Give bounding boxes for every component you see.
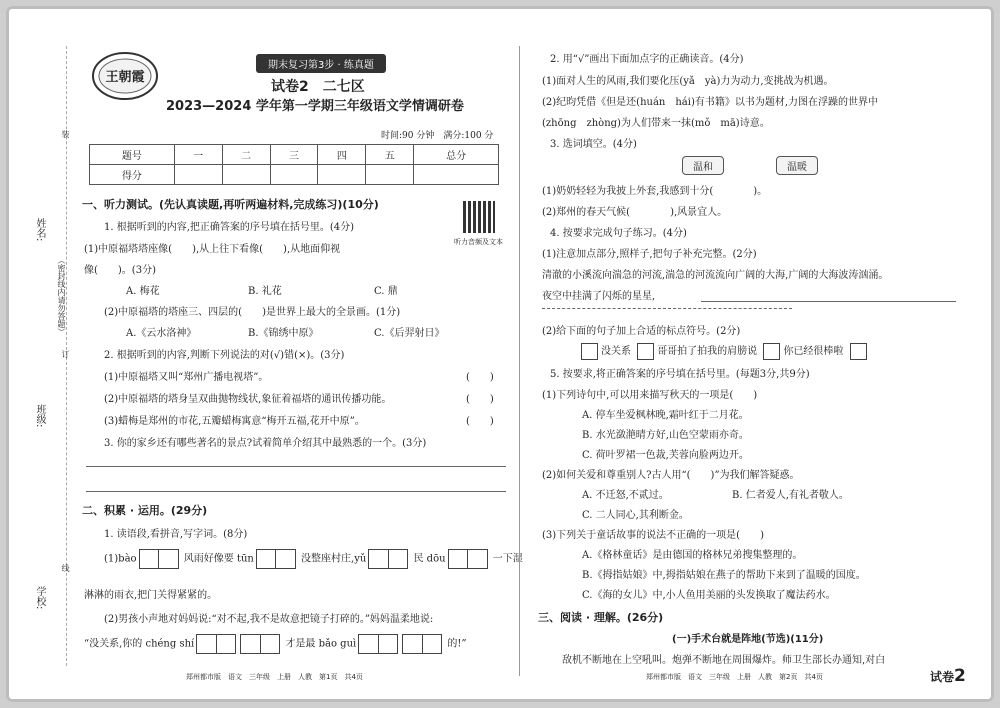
q4-text: 1. 读语段,看拼音,写字词。(8分): [104, 529, 248, 540]
name-label: 姓名:: [34, 218, 45, 242]
r-q5a-text: (1)下列诗句中,可以用来描写秋天的一项是( ): [542, 390, 758, 401]
r-q3a-text: (1)奶奶轻轻为我披上外套,我感到十分( )。: [542, 186, 768, 197]
punct-word-3: 你已经很棒啦: [783, 346, 844, 357]
option-c[interactable]: C.《海的女儿》中,小人鱼用美丽的头发换取了魔法药水。: [582, 590, 836, 601]
option-a[interactable]: A. 梅花: [126, 286, 160, 297]
char-grid[interactable]: [139, 549, 179, 569]
r-q5-text: 5. 按要求,将正确答案的序号填在括号里。(每题3分,共9分): [550, 369, 810, 380]
section-3-title: 三、阅读 · 理解。(26分): [538, 611, 664, 624]
option-b[interactable]: B.《锦绣中原》: [248, 328, 319, 339]
pinyin-row: [104, 549, 523, 569]
char-grid[interactable]: [240, 634, 280, 654]
option-b[interactable]: B. 水光潋滟晴方好,山色空蒙雨亦奇。: [582, 430, 749, 441]
cell-3: 三: [270, 145, 318, 165]
exam-title: 2023—2024 学年第一学期三年级语文学情调研卷: [166, 99, 464, 114]
cell-label: 题号: [90, 145, 175, 165]
char-grid[interactable]: [448, 549, 488, 569]
column-divider: [519, 46, 520, 676]
option-b[interactable]: B. 仁者爱人,有礼者敬人。: [732, 490, 849, 501]
score-cell[interactable]: [366, 165, 414, 185]
r-q5b-text: (2)如何关爱和尊重别人?古人用“( )”为我们解答疑惑。: [542, 470, 800, 481]
seal-char-1: 装: [61, 130, 70, 138]
r-q2a-text: (1)面对人生的风雨,我们要化压(yǎ yà)力为动力,变挑战为机遇。: [542, 76, 834, 87]
score-value-row: [90, 165, 499, 185]
score-cell[interactable]: [318, 165, 366, 185]
q2a-text: (1)中原福塔又叫“郑州广播电视塔”。: [104, 372, 269, 383]
p2-end: 的!”: [447, 638, 467, 650]
footer-right: 郑州都市版 语文 三年级 上册 人教 第2页 共4页: [646, 673, 823, 681]
char-grid[interactable]: [358, 634, 398, 654]
char-grid[interactable]: [256, 549, 296, 569]
reading-text: 敌机不断地在上空吼叫。炮弹不断地在周围爆炸。师卫生部长办通知,对白: [562, 655, 886, 666]
r-q4c-text: 夜空中挂满了闪烁的星星,: [542, 291, 656, 302]
option-b[interactable]: B. 礼花: [248, 286, 282, 297]
answer-line[interactable]: [701, 301, 956, 302]
char-grid[interactable]: [402, 634, 442, 654]
option-c[interactable]: C. 荷叶罗裙一色裁,芙蓉向脸两边开。: [582, 450, 749, 461]
pinyin-baogui: 才是最 bǎo guì: [285, 638, 357, 650]
r-q2b-text: (2)纪昀凭借《但是还(huán hái)有书籍》以书为题材,力图在浮躁的世界中: [542, 97, 879, 108]
score-cell[interactable]: [414, 165, 499, 185]
cell-total: 总分: [414, 145, 499, 165]
answer-paren[interactable]: ( ): [466, 416, 494, 427]
pinyin-1: (1)bào: [104, 553, 137, 565]
r-q3-text: 3. 选词填空。(4分): [550, 139, 637, 150]
seal-note: （密封线内请勿答题）: [57, 256, 66, 336]
seal-char-2: 订: [61, 350, 70, 358]
answer-paren[interactable]: ( ): [466, 372, 494, 383]
time-score: 时间:90 分钟 满分:100 分: [381, 131, 494, 141]
q2b-text: (2)中原福塔的塔身呈双曲抛物线状,象征着福塔的通讯传播功能。: [104, 394, 392, 405]
r-q4-text: 4. 按要求完成句子练习。(4分): [550, 228, 687, 239]
paper-number-value: 2: [954, 666, 966, 686]
word-choice-1: 温和: [682, 156, 724, 175]
option-c[interactable]: C. 鼎: [374, 286, 398, 297]
r-q5c-text: (3)下列关于童话故事的说法不正确的一项是( ): [542, 530, 764, 541]
option-a[interactable]: A. 停车坐爱枫林晚,霜叶红于二月花。: [582, 410, 749, 421]
q2-text: 2. 根据听到的内容,判断下列说法的对(√)错(×)。(3分): [104, 350, 345, 361]
cell-5: 五: [366, 145, 414, 165]
char-grid[interactable]: [196, 634, 236, 654]
q1a-text-2: 像( )。(3分): [84, 265, 156, 276]
r-q2c-text: (zhōng zhòng)为人们带来一抹(mǒ mā)诗意。: [542, 118, 770, 129]
score-table: [89, 144, 499, 185]
pinyin-3: 没整座村庄,yǔ: [301, 553, 367, 565]
p1-continued: 淋淋的雨衣,把门关得紧紧的。: [84, 590, 218, 601]
pinyin-chengshi: “没关系,你的 chéng shí: [84, 638, 195, 650]
q1-text: 1. 根据听到的内容,把正确答案的序号填在括号里。(4分): [104, 222, 355, 233]
cell-4: 四: [318, 145, 366, 165]
qr-code[interactable]: [463, 201, 495, 233]
score-cell[interactable]: [270, 165, 318, 185]
answer-paren[interactable]: ( ): [466, 394, 494, 405]
option-a[interactable]: A.《云水洛神》: [126, 328, 197, 339]
paper-number: [930, 666, 966, 686]
q1a-text: (1)中原福塔塔座像( ),从上往下看像( ),从地面仰视: [84, 244, 341, 255]
p2-row: [84, 634, 467, 654]
exam-sheet: [6, 6, 994, 702]
r-q4a-text: (1)注意加点部分,照样子,把句子补充完整。(2分): [542, 249, 757, 260]
pinyin-2: 风雨好像要 tūn: [183, 553, 254, 565]
cell-1: 一: [174, 145, 222, 165]
q2c-text: (3)蜡梅是郑州的市花,五瓣蜡梅寓意“梅开五福,花开中原”。: [104, 416, 365, 427]
r-q4b-text: 清澈的小溪流向湍急的河流,湍急的河流流向广阔的大海,广阔的大海波涛汹涌。: [542, 270, 889, 281]
pinyin-5: 一下湿: [492, 553, 523, 565]
paper-heading: 试卷2 二七区: [271, 79, 365, 95]
cell-2: 二: [222, 145, 270, 165]
section-1-title: 一、听力测试。(先认真读题,再听两遍材料,完成练习)(10分): [82, 198, 379, 211]
char-grid[interactable]: [368, 549, 408, 569]
option-c[interactable]: C.《后羿射日》: [374, 328, 445, 339]
pinyin-4: 民 dōu: [413, 553, 446, 565]
answer-line[interactable]: [86, 491, 506, 492]
punct-word-1: 没关系: [601, 346, 631, 357]
answer-line[interactable]: [86, 466, 506, 467]
reading-title: (一)手术台就是阵地(节选)(11分): [672, 634, 824, 645]
score-cell[interactable]: [174, 165, 222, 185]
logo: [90, 50, 160, 102]
punct-box[interactable]: [637, 343, 654, 360]
seal-char-3: 线: [61, 564, 70, 572]
punct-row: [578, 342, 870, 360]
punct-box[interactable]: [581, 343, 598, 360]
q3-text: 3. 你的家乡还有哪些著名的景点?试着简单介绍其中最熟悉的一个。(3分): [104, 438, 427, 449]
r-q3b-text: (2)郑州的春天气候( ),风景宜人。: [542, 207, 728, 218]
r-q4d-text: (2)给下面的句子加上合适的标点符号。(2分): [542, 326, 741, 337]
answer-line[interactable]: [542, 308, 792, 309]
review-tag: 期末复习第3步 · 练真题: [256, 54, 386, 73]
word-choice-2: 温暖: [776, 156, 818, 175]
punct-box[interactable]: [763, 343, 780, 360]
section-2-title: 二、积累 · 运用。(29分): [82, 504, 208, 517]
option-a[interactable]: A. 不迁怒,不贰过。: [582, 490, 669, 501]
punct-box[interactable]: [850, 343, 867, 360]
svg-text:王朝霞: 王朝霞: [105, 70, 145, 85]
paper-number-label: 试卷: [930, 670, 955, 684]
option-a[interactable]: A.《格林童话》是由德国的格林兄弟搜集整理的。: [582, 550, 803, 561]
footer-left: 郑州都市版 语文 三年级 上册 人教 第1页 共4页: [186, 673, 363, 681]
cell-score-label: 得分: [90, 165, 175, 185]
score-cell[interactable]: [222, 165, 270, 185]
qr-label: 听力音频及文本: [454, 238, 503, 246]
option-b[interactable]: B.《拇指姑娘》中,拇指姑娘在燕子的帮助下来到了温暖的国度。: [582, 570, 866, 581]
option-c[interactable]: C. 二人同心,其利断金。: [582, 510, 689, 521]
school-label: 学校:: [34, 586, 45, 610]
r-q2-text: 2. 用“√”画出下面加点字的正确读音。(4分): [550, 54, 744, 65]
class-label: 班级:: [34, 404, 45, 428]
q1b-text: (2)中原福塔的塔座三、四层的( )是世界上最大的全景画。(1分): [104, 307, 401, 318]
p2-text: (2)男孩小声地对妈妈说:“对不起,我不是故意把镜子打碎的。”妈妈温柔地说:: [104, 614, 434, 625]
score-header-row: [90, 145, 499, 165]
punct-word-2: 哥哥拍了拍我的肩膀说: [657, 346, 758, 357]
